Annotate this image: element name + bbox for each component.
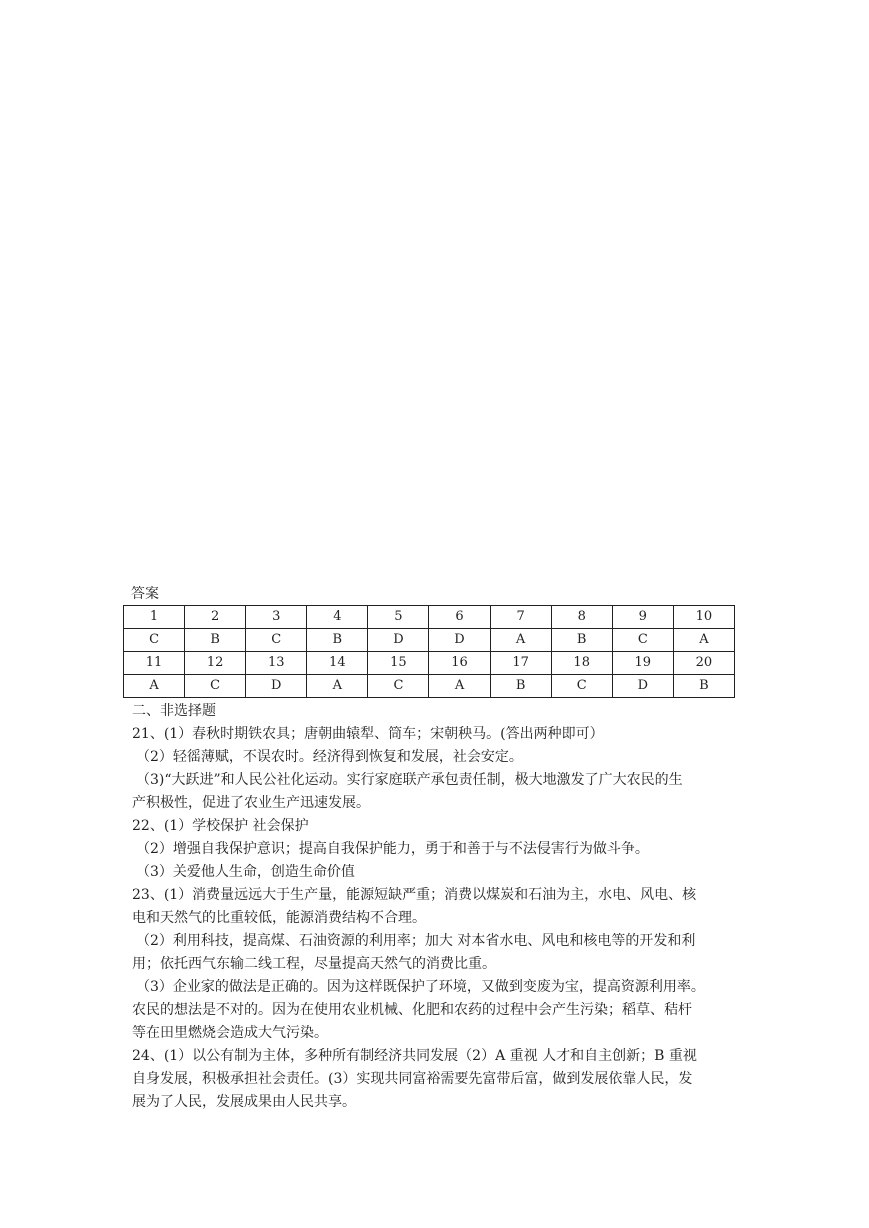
question-number: 7 — [490, 606, 551, 629]
answer-line: （3）企业家的做法是正确的。因为这样既保护了环境，又做到变废为宝，提高资源利用率。 — [136, 979, 705, 995]
question-number: 4 — [307, 606, 368, 629]
question-number: 18 — [551, 652, 612, 675]
question-number: 5 — [368, 606, 429, 629]
answer-line: （3）关爱他人生命，创造生命价值 — [136, 864, 355, 880]
answer-line: 电和天然气的比重较低，能源消费结构不合理。 — [132, 910, 426, 926]
table-row — [124, 652, 735, 675]
answer-line: 用；依托西气东输二线工程，尽量提高天然气的消费比重。 — [132, 956, 496, 972]
answer-line: 21、(1）春秋时期铁农具；唐朝曲辕犁、筒车；宋朝秧马。(答出两种即可） — [132, 726, 604, 742]
answer-letter: D — [429, 629, 490, 652]
answer-letter: C — [368, 675, 429, 698]
answer-letter: D — [246, 675, 307, 698]
question-number: 9 — [612, 606, 673, 629]
question-22-answer — [132, 815, 738, 884]
answer-line: 展为了人民，发展成果由人民共享。 — [132, 1094, 356, 1110]
answer-letter: A — [490, 629, 551, 652]
table-row — [124, 675, 735, 698]
answer-line: 产积极性，促进了农业生产迅速发展。 — [132, 795, 370, 811]
question-24-answer — [132, 1045, 738, 1114]
answer-letter: D — [612, 675, 673, 698]
answer-line: （3)“大跃进”和人民公社化运动。实行家庭联产承包责任制，极大地激发了广大农民的生 — [136, 772, 683, 788]
answer-letter: B — [307, 629, 368, 652]
answer-letter: C — [551, 675, 612, 698]
answer-line: （2）利用科技，提高煤、石油资源的利用率；加大 对本省水电、风电和核电等的开发和利 — [136, 933, 696, 949]
answer-letter: A — [124, 675, 185, 698]
question-number: 14 — [307, 652, 368, 675]
question-number: 11 — [124, 652, 185, 675]
question-number: 1 — [124, 606, 185, 629]
answer-letter: C — [185, 675, 246, 698]
answer-line: （2）轻徭薄赋，不误农时。经济得到恢复和发展，社会安定。 — [136, 749, 523, 765]
table-row — [124, 629, 735, 652]
answer-letter: C — [246, 629, 307, 652]
answer-line: 23、(1）消费量远远大于生产量，能源短缺严重；消费以煤炭和石油为主，水电、风电、核 — [132, 887, 697, 903]
question-number: 12 — [185, 652, 246, 675]
answer-letter: A — [307, 675, 368, 698]
question-number: 6 — [429, 606, 490, 629]
question-number: 13 — [246, 652, 307, 675]
question-number: 20 — [673, 652, 734, 675]
question-number: 15 — [368, 652, 429, 675]
answer-line: 自身发展，积极承担社会责任。(3）实现共同富裕需要先富带后富，做到发展依靠人民，发 — [132, 1071, 693, 1087]
answer-line: 22、(1）学校保护 社会保护 — [132, 818, 309, 834]
answer-title: 答案 — [131, 586, 159, 602]
answer-letter: B — [490, 675, 551, 698]
answer-line: 等在田里燃烧会造成大气污染。 — [132, 1025, 328, 1041]
question-number: 3 — [246, 606, 307, 629]
question-number: 2 — [185, 606, 246, 629]
answer-sheet — [132, 584, 738, 1114]
question-23-answer — [132, 884, 738, 1045]
question-number: 17 — [490, 652, 551, 675]
answer-letter: D — [368, 629, 429, 652]
answer-line: 24、(1）以公有制为主体，多种所有制经济共同发展（2）A 重视 人才和自主创新；B 重视 — [132, 1048, 697, 1064]
question-21-answer — [132, 723, 738, 815]
answer-line: 农民的想法是不对的。因为在使用农业机械、化肥和农药的过程中会产生污染；稻草、秸杆 — [132, 1002, 692, 1018]
answer-line: （2）增强自我保护意识；提高自我保护能力，勇于和善于与不法侵害行为做斗争。 — [136, 841, 649, 857]
non-choice-section — [132, 700, 738, 1114]
answer-letter: C — [124, 629, 185, 652]
question-number: 16 — [429, 652, 490, 675]
answer-letter: B — [185, 629, 246, 652]
question-number: 10 — [673, 606, 734, 629]
answer-table — [123, 605, 735, 698]
section-heading: 二、非选择题 — [132, 703, 216, 719]
question-number: 19 — [612, 652, 673, 675]
answer-letter: B — [673, 675, 734, 698]
table-row — [124, 606, 735, 629]
answer-letter: B — [551, 629, 612, 652]
question-number: 8 — [551, 606, 612, 629]
answer-letter: C — [612, 629, 673, 652]
answer-letter: A — [673, 629, 734, 652]
answer-letter: A — [429, 675, 490, 698]
